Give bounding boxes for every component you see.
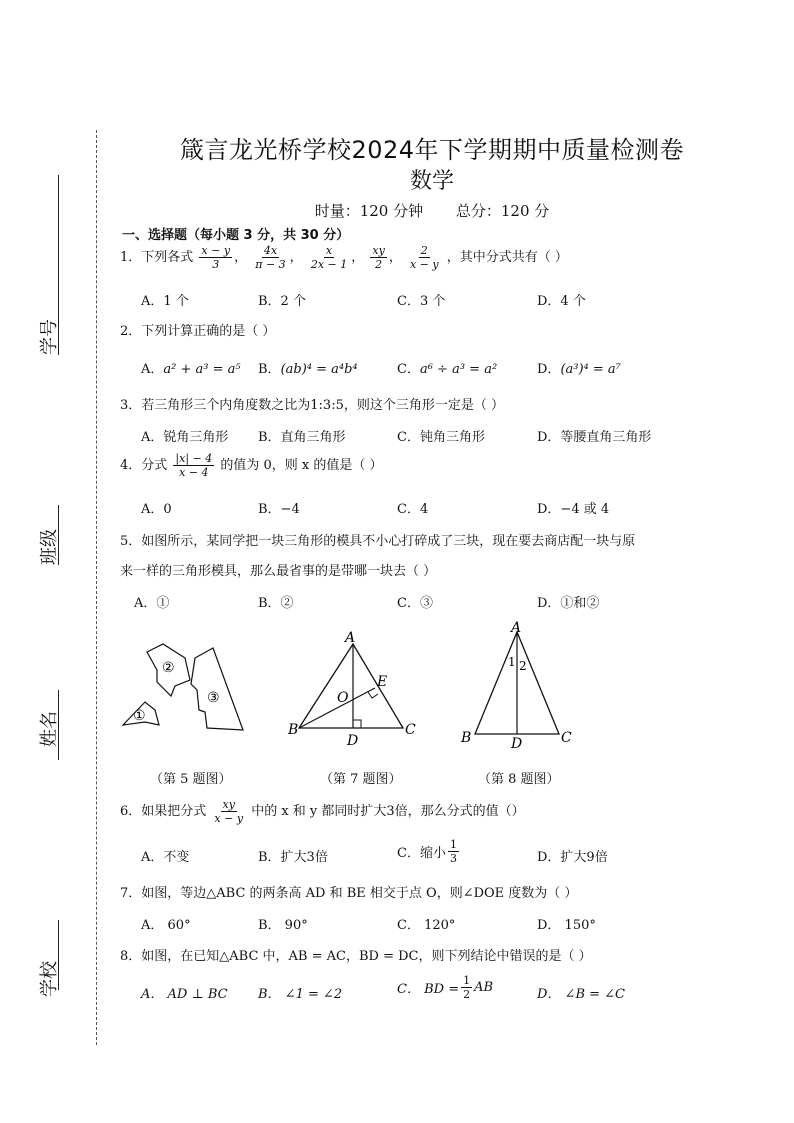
name-label: 姓名 [39,711,60,747]
right-angle-d [353,720,361,728]
label-a: A [345,630,356,646]
q7-option-d[interactable]: D． 150° [537,918,596,933]
label-o: O [337,690,349,706]
section-heading: 一、选择题（每小题 3 分，共 30 分） [122,228,350,243]
label-d: D [347,733,359,749]
q6-fraction: $\frac{xy}{x - y}$ [214,798,244,825]
q6-option-c[interactable]: C．缩小 $\frac{1}{3}$ [397,838,457,865]
q1-frac-1: $\frac{x - y}{3}$ [201,244,231,271]
exam-title: 箴言龙光桥学校2024年下学期期中质量检测卷 [179,136,685,164]
q1-prefix: 1．下列各式 [120,250,194,265]
q6-option-d[interactable]: D．扩大9倍 [537,850,608,865]
q1-option-a[interactable]: A．1 个 [141,294,189,309]
school-label: 学校 [39,961,60,997]
label-a: A [511,620,522,636]
label-d: D [511,736,523,750]
q2-option-d[interactable]: D．(a³)⁴ = a⁷ [537,362,621,377]
figure-5-caption: （第 5 题图） [150,772,232,787]
q5-option-b[interactable]: B．② [258,596,294,611]
question-2: 2．下列计算正确的是（ ） [120,324,276,339]
question-7: 7．如图，等边△ABC 的两条高 AD 和 BE 相交于点 O，则∠DOE 度数为（ ） [120,886,578,901]
q5-option-a[interactable]: A．① [134,596,170,611]
q8-option-d[interactable]: D． ∠B = ∠C [537,987,625,1002]
q7-option-b[interactable]: B． 90° [258,918,308,933]
figure-7 [285,630,420,750]
q8-option-c[interactable]: C． BD = $\frac{1}{2}$ AB [397,974,494,1001]
piece-1-label: ① [133,708,146,724]
q7-option-a[interactable]: A． 60° [141,918,191,933]
figure-5 [115,640,255,740]
question-8: 8．如图，在已知△ABC 中，AB = AC，BD = DC，则下列结论中错误的是（ ） [120,949,592,964]
class-label: 班级 [39,529,60,565]
question-3: 3．若三角形三个内角度数之比为1:3:5，则这个三角形一定是（ ） [120,398,504,413]
question-4: 4．分式 $\frac{|x| - 4}{x - 4}$ 的值为 0，则 x 的值是（ ） [120,452,383,479]
question-1: 1．下列各式 $\frac{x - y}{3}$ ， $\frac{4x}{\pi - 3}$ ， $\frac{x}{2x - 1}$ ， $\frac{xy}{2}$ ， $\frac{2}{x - y}$ ，其中分式共有（ ） [120,244,568,271]
figure-8 [455,620,585,750]
label-c: C [561,730,572,746]
q8-option-a[interactable]: A． AD ⊥ BC [141,987,228,1002]
q4-fraction: $\frac{|x| - 4}{x - 4}$ [175,452,213,479]
question-5-line-1: 5．如图所示，某同学把一块三角形的模具不小心打碎成了三块，现在要去商店配一块与原 [120,534,636,549]
q3-option-d[interactable]: D．等腰直角三角形 [537,430,652,445]
exam-meta [112,200,752,221]
student-id-label: 学号 [39,319,60,355]
q5-option-d[interactable]: D．①和② [537,596,600,611]
exam-score: 总分：120 分 [455,202,550,220]
question-5-line-2: 来一样的三角形模具，那么最省事的是带哪一块去（ ） [120,564,437,579]
label-b: B [288,722,299,738]
question-6: 6．如果把分式 $\frac{xy}{x - y}$ 中的 x 和 y 都同时扩大3倍，那么分式的值（） [120,798,525,825]
figure-8-caption: （第 8 题图） [478,772,560,787]
label-b: B [461,730,472,746]
triangle-abc [299,644,403,728]
q2-option-b[interactable]: B．(ab)⁴ = a⁴b⁴ [258,362,358,377]
right-angle-e [368,692,378,698]
binding-margin [0,0,110,1123]
label-c: C [405,722,416,738]
label-e: E [377,674,388,690]
q2-option-a[interactable]: A．a² + a³ = a⁵ [141,362,241,377]
fold-line [96,130,97,1045]
q3-option-b[interactable]: B．直角三角形 [258,430,346,445]
q4-option-b[interactable]: B．−4 [258,502,300,517]
q4-option-c[interactable]: C．4 [397,502,429,517]
q5-option-c[interactable]: C．③ [397,596,433,611]
exam-subject: 数学 [409,169,454,194]
q3-option-c[interactable]: C．钝角三角形 [397,430,485,445]
figure-7-caption: （第 7 题图） [320,772,402,787]
piece-2-label: ② [162,660,175,676]
exam-time: 时量：120 分钟 [314,202,424,220]
q4-option-a[interactable]: A．0 [141,502,172,517]
piece-3 [191,648,243,730]
q8-option-b[interactable]: B． ∠1 = ∠2 [258,987,343,1002]
q1-frac-5: $\frac{2}{x - y}$ [409,244,439,271]
q1-frac-2: $\frac{4x}{\pi - 3}$ [255,244,286,271]
q3-option-a[interactable]: A．锐角三角形 [141,430,229,445]
q1-frac-3: $\frac{x}{2x - 1}$ [310,244,348,271]
angle-1-label: 1 [508,655,516,669]
q7-option-c[interactable]: C． 120° [397,918,456,933]
q1-option-b[interactable]: B．2 个 [258,294,306,309]
q1-option-d[interactable]: D．4 个 [537,294,586,309]
q4-option-d[interactable]: D．−4 或 4 [537,502,610,517]
q2-option-c[interactable]: C．a⁶ ÷ a³ = a² [397,362,498,377]
q1-suffix: ，其中分式共有（ ） [446,250,568,265]
q1-frac-4: $\frac{xy}{2}$ [372,244,385,271]
q1-option-c[interactable]: C．3 个 [397,294,446,309]
q6-option-b[interactable]: B．扩大3倍 [258,850,328,865]
q6-option-a[interactable]: A．不变 [141,850,190,865]
angle-2-label: 2 [519,659,527,673]
piece-3-label: ③ [207,690,220,706]
